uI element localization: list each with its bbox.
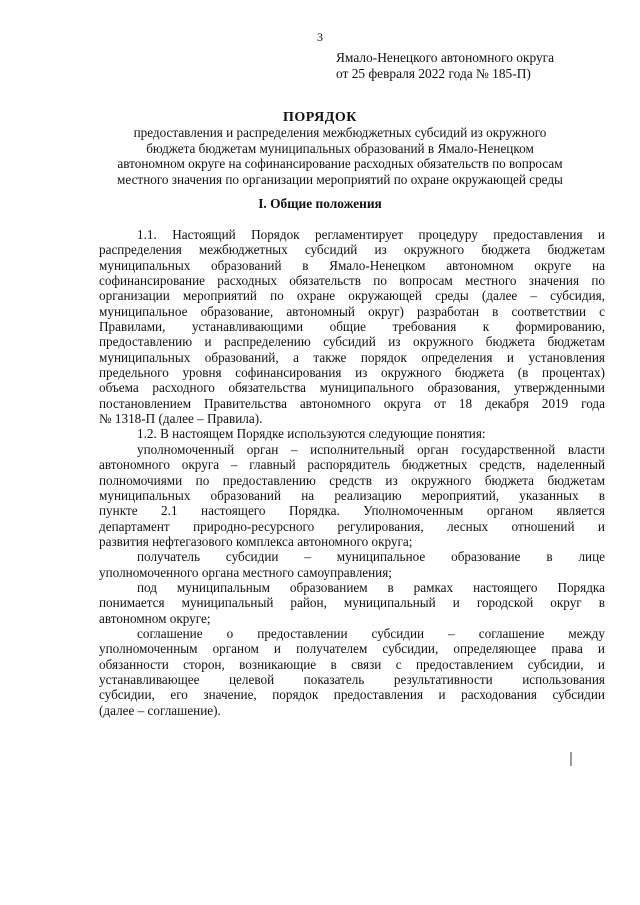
page-number: 3: [317, 30, 323, 44]
body-line: муниципальных образований, а также порядок определения и установления: [99, 349, 605, 365]
body-line: получатель субсидии – муниципальное образование в лице: [137, 549, 605, 565]
body-line: департамент природно-ресурсного регулирования, лесных отношений и: [99, 518, 605, 534]
section-heading: I. Общие положения: [258, 196, 382, 211]
body-line: 1.1. Настоящий Порядок регламентирует процедуру предоставления и: [137, 227, 605, 242]
body-line: муниципальных образований на реализацию мероприятий, указанных в: [99, 487, 605, 503]
document-subtitle: [100, 125, 580, 187]
body-line: постановлением Правительства автономного округа от 18 декабря 2019 года: [99, 395, 605, 411]
body-line: № 1318-П (далее – Правила).: [99, 411, 263, 427]
body-line: развития нефтегазового комплекса автономного округа;: [99, 533, 413, 549]
header-reference: [336, 50, 554, 82]
body-line: автономном округе;: [99, 610, 211, 626]
body-line: понимается муниципальный район, муниципальный и городской округ в: [99, 595, 605, 611]
body-line: муниципальное образование, автономный округ) разработан в соответствии с: [99, 303, 605, 319]
body-line: предельного уровня софинансирования из окружного бюджета (в процентах): [99, 365, 605, 381]
document-title: ПОРЯДОК: [283, 110, 357, 125]
body-line: уполномоченного органа местного самоуправления;: [99, 564, 392, 580]
body-line: устанавливающее целевой показатель результативности использования: [99, 671, 605, 687]
header-reference-line: Ямало-Ненецкого автономного округа: [336, 50, 555, 65]
body-line: полномочиями по предоставлению средств из окружного бюджета бюджетам: [99, 472, 605, 488]
subtitle-line: бюджета бюджетам муниципальных образований в Ямало-Ненецком: [146, 140, 534, 156]
subtitle-line: автономном округе на софинансирование расходных обязательств по вопросам: [117, 156, 563, 172]
body-line: муниципальных образований в Ямало-Ненецком автономном округе на: [99, 257, 605, 273]
body-line: пункте 2.1 настоящего Порядка. Уполномоченным органом является: [99, 503, 605, 519]
scan-artifact-mark: [570, 752, 572, 766]
body-line: автономного округа – главный распорядитель бюджетных средств, наделенный: [99, 457, 605, 473]
body-line: 1.2. В настоящем Порядке используются следующие понятия:: [137, 426, 486, 442]
body-text: [99, 227, 605, 718]
body-line: объема расходного обязательства муниципального образования, утвержденными: [99, 380, 605, 396]
body-line: организации мероприятий по охране окружающей среды (далее – субсидия,: [99, 288, 605, 304]
body-line: соглашение о предоставлении субсидии – соглашение между: [137, 625, 605, 641]
body-line: уполномоченный орган – исполнительный орган государственной власти: [137, 441, 605, 457]
body-line: Правилами, устанавливающими общие требования к формированию,: [99, 319, 605, 335]
subtitle-line: предоставления и распределения межбюджетных субсидий из окружного: [133, 125, 547, 140]
body-line: (далее – соглашение).: [99, 702, 221, 718]
body-line: предоставлению и распределению субсидий из окружного бюджета бюджетам: [99, 334, 605, 350]
body-line: под муниципальным образованием в рамках настоящего Порядка: [137, 579, 605, 595]
body-line: обязанности сторон, возникающие в связи с предоставлением субсидии, и: [99, 656, 605, 672]
body-line: распределения межбюджетных субсидий из окружного бюджета бюджетам: [99, 242, 605, 258]
subtitle-line: местного значения по организации мероприятий по охране окружающей среды: [117, 171, 563, 187]
header-reference-line: от 25 февраля 2022 года № 185-П): [336, 66, 531, 81]
body-line: уполномоченным органом и получателем субсидии, определяющее права и: [99, 641, 605, 657]
body-line: субсидии, его значение, порядок предоставления и расходования субсидии: [99, 687, 605, 703]
body-line: софинансирование расходных обязательств по вопросам местного значения по: [99, 273, 605, 289]
